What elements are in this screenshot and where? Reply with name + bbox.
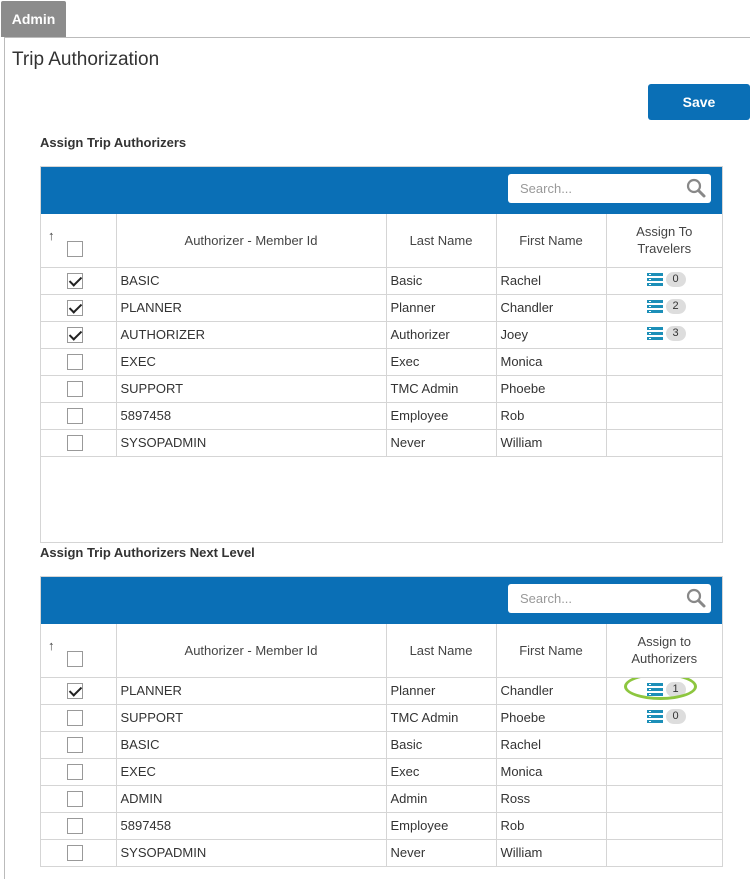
row-checkbox[interactable] [67, 710, 83, 726]
row-checkbox[interactable] [67, 327, 83, 343]
column-header-assign[interactable] [606, 624, 722, 677]
grid-toolbar [41, 577, 722, 624]
row-select-cell [41, 839, 116, 866]
search-icon[interactable] [685, 587, 707, 609]
assign-button[interactable] [647, 682, 686, 697]
row-select-cell [41, 402, 116, 429]
column-header-last-name[interactable]: Last Name [386, 214, 496, 267]
member-id-cell: 5897458 [116, 402, 386, 429]
page-panel [4, 37, 750, 879]
first-name-cell: Rachel [496, 731, 606, 758]
member-id-cell: AUTHORIZER [116, 321, 386, 348]
last-name-cell: Never [386, 839, 496, 866]
row-checkbox[interactable] [67, 845, 83, 861]
search-input[interactable] [520, 591, 680, 606]
section-title-authorizers: Assign Trip Authorizers [40, 135, 187, 150]
count-badge: 3 [666, 326, 686, 341]
count-badge: 0 [666, 709, 686, 724]
row-checkbox[interactable] [67, 435, 83, 451]
first-name-cell: Rob [496, 812, 606, 839]
first-name-cell: Ross [496, 785, 606, 812]
first-name-cell: Rachel [496, 267, 606, 294]
list-icon [647, 273, 663, 286]
first-name-cell: Monica [496, 758, 606, 785]
member-id-cell: SUPPORT [116, 704, 386, 731]
row-select-cell [41, 321, 116, 348]
assign-button[interactable] [647, 326, 686, 341]
last-name-cell: Planner [386, 677, 496, 704]
table-row[interactable] [41, 704, 722, 731]
list-icon [647, 300, 663, 313]
column-header-last-name[interactable]: Last Name [386, 624, 496, 677]
authorizers-grid [40, 166, 723, 543]
last-name-cell: TMC Admin [386, 704, 496, 731]
row-select-cell [41, 375, 116, 402]
first-name-cell: Chandler [496, 677, 606, 704]
last-name-cell: Employee [386, 812, 496, 839]
last-name-cell: Basic [386, 731, 496, 758]
row-checkbox[interactable] [67, 300, 83, 316]
column-header-first-name[interactable]: First Name [496, 624, 606, 677]
assign-button[interactable] [647, 709, 686, 724]
row-checkbox[interactable] [67, 791, 83, 807]
last-name-cell: Exec [386, 758, 496, 785]
select-all-checkbox[interactable] [67, 651, 83, 667]
row-select-cell [41, 348, 116, 375]
save-button[interactable]: Save [648, 84, 750, 120]
assign-cell [606, 731, 722, 758]
row-checkbox[interactable] [67, 354, 83, 370]
row-select-cell [41, 758, 116, 785]
table-row[interactable] [41, 785, 722, 812]
table-row[interactable] [41, 812, 722, 839]
section-title-next-level: Assign Trip Authorizers Next Level [40, 545, 255, 560]
assign-cell [606, 677, 722, 704]
assign-cell [606, 267, 722, 294]
column-header-assign-label: Assign to Authorizers [631, 634, 698, 667]
first-name-cell: Rob [496, 402, 606, 429]
row-checkbox[interactable] [67, 818, 83, 834]
member-id-cell: SUPPORT [116, 375, 386, 402]
member-id-cell: EXEC [116, 758, 386, 785]
grid-empty-area [41, 457, 722, 542]
assign-cell [606, 375, 722, 402]
grid-table [41, 214, 722, 457]
table-row[interactable] [41, 294, 722, 321]
assign-button[interactable] [647, 272, 686, 287]
first-name-cell: Joey [496, 321, 606, 348]
assign-cell [606, 812, 722, 839]
row-select-cell [41, 429, 116, 456]
row-select-cell [41, 785, 116, 812]
select-all-header [41, 214, 116, 267]
row-checkbox[interactable] [67, 737, 83, 753]
member-id-cell: BASIC [116, 731, 386, 758]
table-row[interactable] [41, 375, 722, 402]
sort-arrow-icon[interactable]: ↑ [48, 638, 55, 653]
assign-cell [606, 294, 722, 321]
list-icon [647, 710, 663, 723]
assign-cell [606, 321, 722, 348]
last-name-cell: Exec [386, 348, 496, 375]
member-id-cell: SYSOPADMIN [116, 839, 386, 866]
search-box [508, 174, 711, 203]
grid-table [41, 624, 722, 867]
select-all-checkbox[interactable] [67, 241, 83, 257]
table-row[interactable] [41, 348, 722, 375]
sort-arrow-icon[interactable]: ↑ [48, 228, 55, 243]
first-name-cell: Phoebe [496, 704, 606, 731]
row-checkbox[interactable] [67, 764, 83, 780]
row-checkbox[interactable] [67, 273, 83, 289]
column-header-member-id[interactable]: Authorizer - Member Id [116, 624, 386, 677]
first-name-cell: Phoebe [496, 375, 606, 402]
row-select-cell [41, 677, 116, 704]
next-level-grid [40, 576, 723, 867]
last-name-cell: Basic [386, 267, 496, 294]
admin-tab[interactable]: Admin [1, 1, 66, 37]
row-select-cell [41, 704, 116, 731]
assign-cell [606, 758, 722, 785]
row-select-cell [41, 731, 116, 758]
member-id-cell: EXEC [116, 348, 386, 375]
row-select-cell [41, 267, 116, 294]
assign-cell [606, 429, 722, 456]
last-name-cell: Planner [386, 294, 496, 321]
table-row[interactable] [41, 839, 722, 866]
row-select-cell [41, 812, 116, 839]
member-id-cell: 5897458 [116, 812, 386, 839]
first-name-cell: William [496, 429, 606, 456]
last-name-cell: Admin [386, 785, 496, 812]
table-row[interactable] [41, 429, 722, 456]
last-name-cell: Never [386, 429, 496, 456]
assign-cell [606, 348, 722, 375]
column-header-assign[interactable] [606, 214, 722, 267]
first-name-cell: Chandler [496, 294, 606, 321]
row-checkbox[interactable] [67, 381, 83, 397]
assign-cell [606, 839, 722, 866]
table-row[interactable] [41, 402, 722, 429]
assign-cell [606, 402, 722, 429]
member-id-cell: PLANNER [116, 677, 386, 704]
grid-toolbar [41, 167, 722, 214]
highlight-ring [624, 677, 697, 700]
first-name-cell: Monica [496, 348, 606, 375]
assign-cell [606, 704, 722, 731]
column-header-first-name[interactable]: First Name [496, 214, 606, 267]
member-id-cell: PLANNER [116, 294, 386, 321]
table-row[interactable] [41, 758, 722, 785]
list-icon [647, 327, 663, 340]
last-name-cell: Employee [386, 402, 496, 429]
member-id-cell: BASIC [116, 267, 386, 294]
table-row[interactable] [41, 677, 722, 704]
first-name-cell: William [496, 839, 606, 866]
search-icon[interactable] [685, 177, 707, 199]
count-badge: 0 [666, 272, 686, 287]
member-id-cell: SYSOPADMIN [116, 429, 386, 456]
assign-button[interactable] [647, 299, 686, 314]
table-row[interactable] [41, 321, 722, 348]
last-name-cell: TMC Admin [386, 375, 496, 402]
member-id-cell: ADMIN [116, 785, 386, 812]
count-badge: 2 [666, 299, 686, 314]
table-row[interactable] [41, 731, 722, 758]
column-header-member-id[interactable]: Authorizer - Member Id [116, 214, 386, 267]
column-header-assign-label: Assign To Travelers [636, 224, 693, 257]
page-title: Trip Authorization [12, 49, 160, 70]
search-box [508, 584, 711, 613]
row-checkbox[interactable] [67, 408, 83, 424]
row-select-cell [41, 294, 116, 321]
count-badge: 1 [666, 682, 686, 697]
row-checkbox[interactable] [67, 683, 83, 699]
select-all-header [41, 624, 116, 677]
last-name-cell: Authorizer [386, 321, 496, 348]
assign-cell [606, 785, 722, 812]
search-input[interactable] [520, 181, 680, 196]
table-row[interactable] [41, 267, 722, 294]
